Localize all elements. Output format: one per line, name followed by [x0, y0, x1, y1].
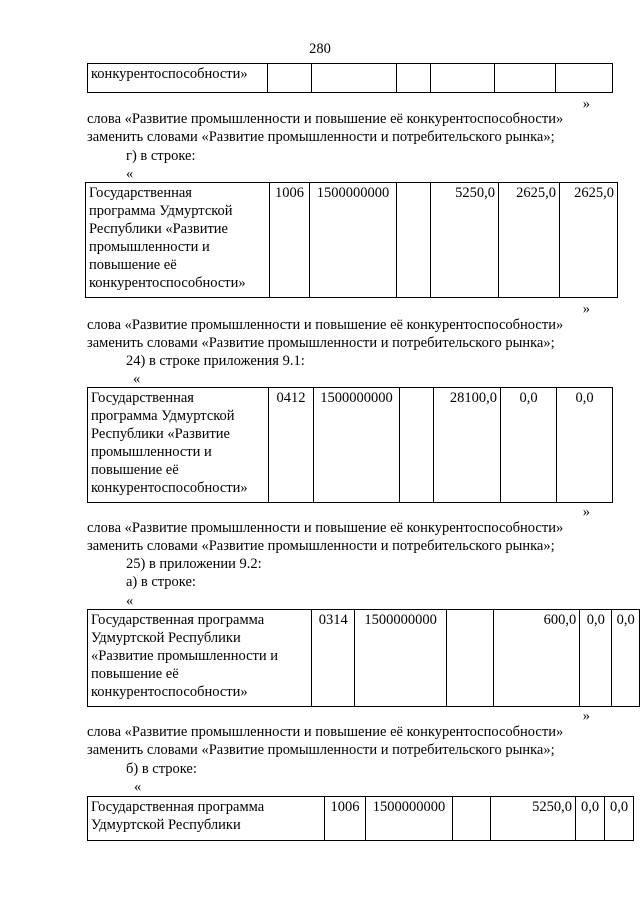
table-row [86, 183, 618, 298]
open-quote: « [133, 371, 141, 387]
table-row [88, 388, 613, 503]
table-cell [556, 64, 613, 93]
section-code-cell: 1006 [270, 183, 310, 298]
amount-cell: 2625,0 [560, 183, 618, 298]
table-cell [495, 64, 556, 93]
program-name-cell: Государственная программа Удмуртской Республики «Развитие промышленности и повышение её конкурентоспособности» [86, 183, 270, 298]
amount-cell: 600,0 [493, 610, 579, 707]
replace-text-line2: заменить словами «Развитие промышленности и потребительского рынка»; [87, 742, 555, 758]
open-quote: « [126, 166, 134, 182]
item-heading-b: б) в строке: [126, 761, 197, 777]
replace-text-line2: заменить словами «Развитие промышленности и потребительского рынка»; [87, 538, 555, 554]
replace-text-line2: заменить словами «Развитие промышленности и потребительского рынка»; [87, 335, 555, 351]
replace-text-line1: слова «Развитие промышленности и повышение её конкурентоспособности» [87, 724, 564, 740]
table-cell [312, 64, 397, 93]
program-name-cell: Государственная программа Удмуртской Республики [88, 797, 325, 841]
target-article-cell: 1500000000 [314, 388, 400, 503]
item-heading-24: 24) в строке приложения 9.1: [126, 353, 305, 369]
amount-cell: 28100,0 [434, 388, 501, 503]
program-name-cell: конкурентоспособности» [88, 64, 268, 93]
section-code-cell: 0412 [269, 388, 314, 503]
close-quote: » [582, 96, 590, 112]
table-row [88, 610, 640, 707]
program-name-cell: Государственная программа Удмуртской Республики «Развитие промышленности и повышение её конкурентоспособности» [88, 610, 312, 707]
amount-cell: 0,0 [580, 610, 612, 707]
open-quote: « [134, 779, 142, 795]
table-row [88, 64, 613, 93]
amount-cell: 5250,0 [491, 797, 576, 841]
section-code-cell: 1006 [325, 797, 366, 841]
close-quote: » [582, 301, 590, 317]
replace-text-line1: слова «Развитие промышленности и повышение её конкурентоспособности» [87, 317, 564, 333]
amount-cell: 0,0 [557, 388, 613, 503]
open-quote: « [126, 593, 134, 609]
target-article-cell: 1500000000 [355, 610, 447, 707]
target-article-cell: 1500000000 [310, 183, 397, 298]
budget-table-24 [87, 387, 613, 503]
budget-table-g [85, 182, 618, 298]
amount-cell: 0,0 [612, 610, 640, 707]
close-quote: » [582, 708, 590, 724]
expense-type-cell [453, 797, 491, 841]
table-cell [431, 64, 495, 93]
budget-table-continuation [87, 63, 613, 93]
item-heading-a: а) в строке: [126, 574, 196, 590]
replace-text-line1: слова «Развитие промышленности и повышение её конкурентоспособности» [87, 520, 564, 536]
expense-type-cell [447, 610, 494, 707]
replace-text-line1: слова «Развитие промышленности и повышение её конкурентоспособности» [87, 111, 564, 127]
section-code-cell: 0314 [312, 610, 355, 707]
expense-type-cell [397, 183, 431, 298]
budget-table-25a [87, 609, 640, 707]
amount-cell: 2625,0 [499, 183, 560, 298]
amount-cell: 0,0 [501, 388, 557, 503]
table-cell [397, 64, 431, 93]
target-article-cell: 1500000000 [366, 797, 453, 841]
amount-cell: 0,0 [576, 797, 605, 841]
close-quote: » [582, 504, 590, 520]
expense-type-cell [400, 388, 434, 503]
item-heading-25: 25) в приложении 9.2: [126, 556, 262, 572]
page-number: 280 [309, 41, 331, 57]
table-cell [268, 64, 312, 93]
amount-cell: 5250,0 [431, 183, 499, 298]
item-heading-g: г) в строке: [126, 148, 196, 164]
table-row [88, 797, 634, 841]
program-name-cell: Государственная программа Удмуртской Республики «Развитие промышленности и повышение её конкурентоспособности» [88, 388, 269, 503]
budget-table-25b [87, 796, 634, 841]
amount-cell: 0,0 [605, 797, 634, 841]
replace-text-line2: заменить словами «Развитие промышленности и потребительского рынка»; [87, 129, 555, 145]
